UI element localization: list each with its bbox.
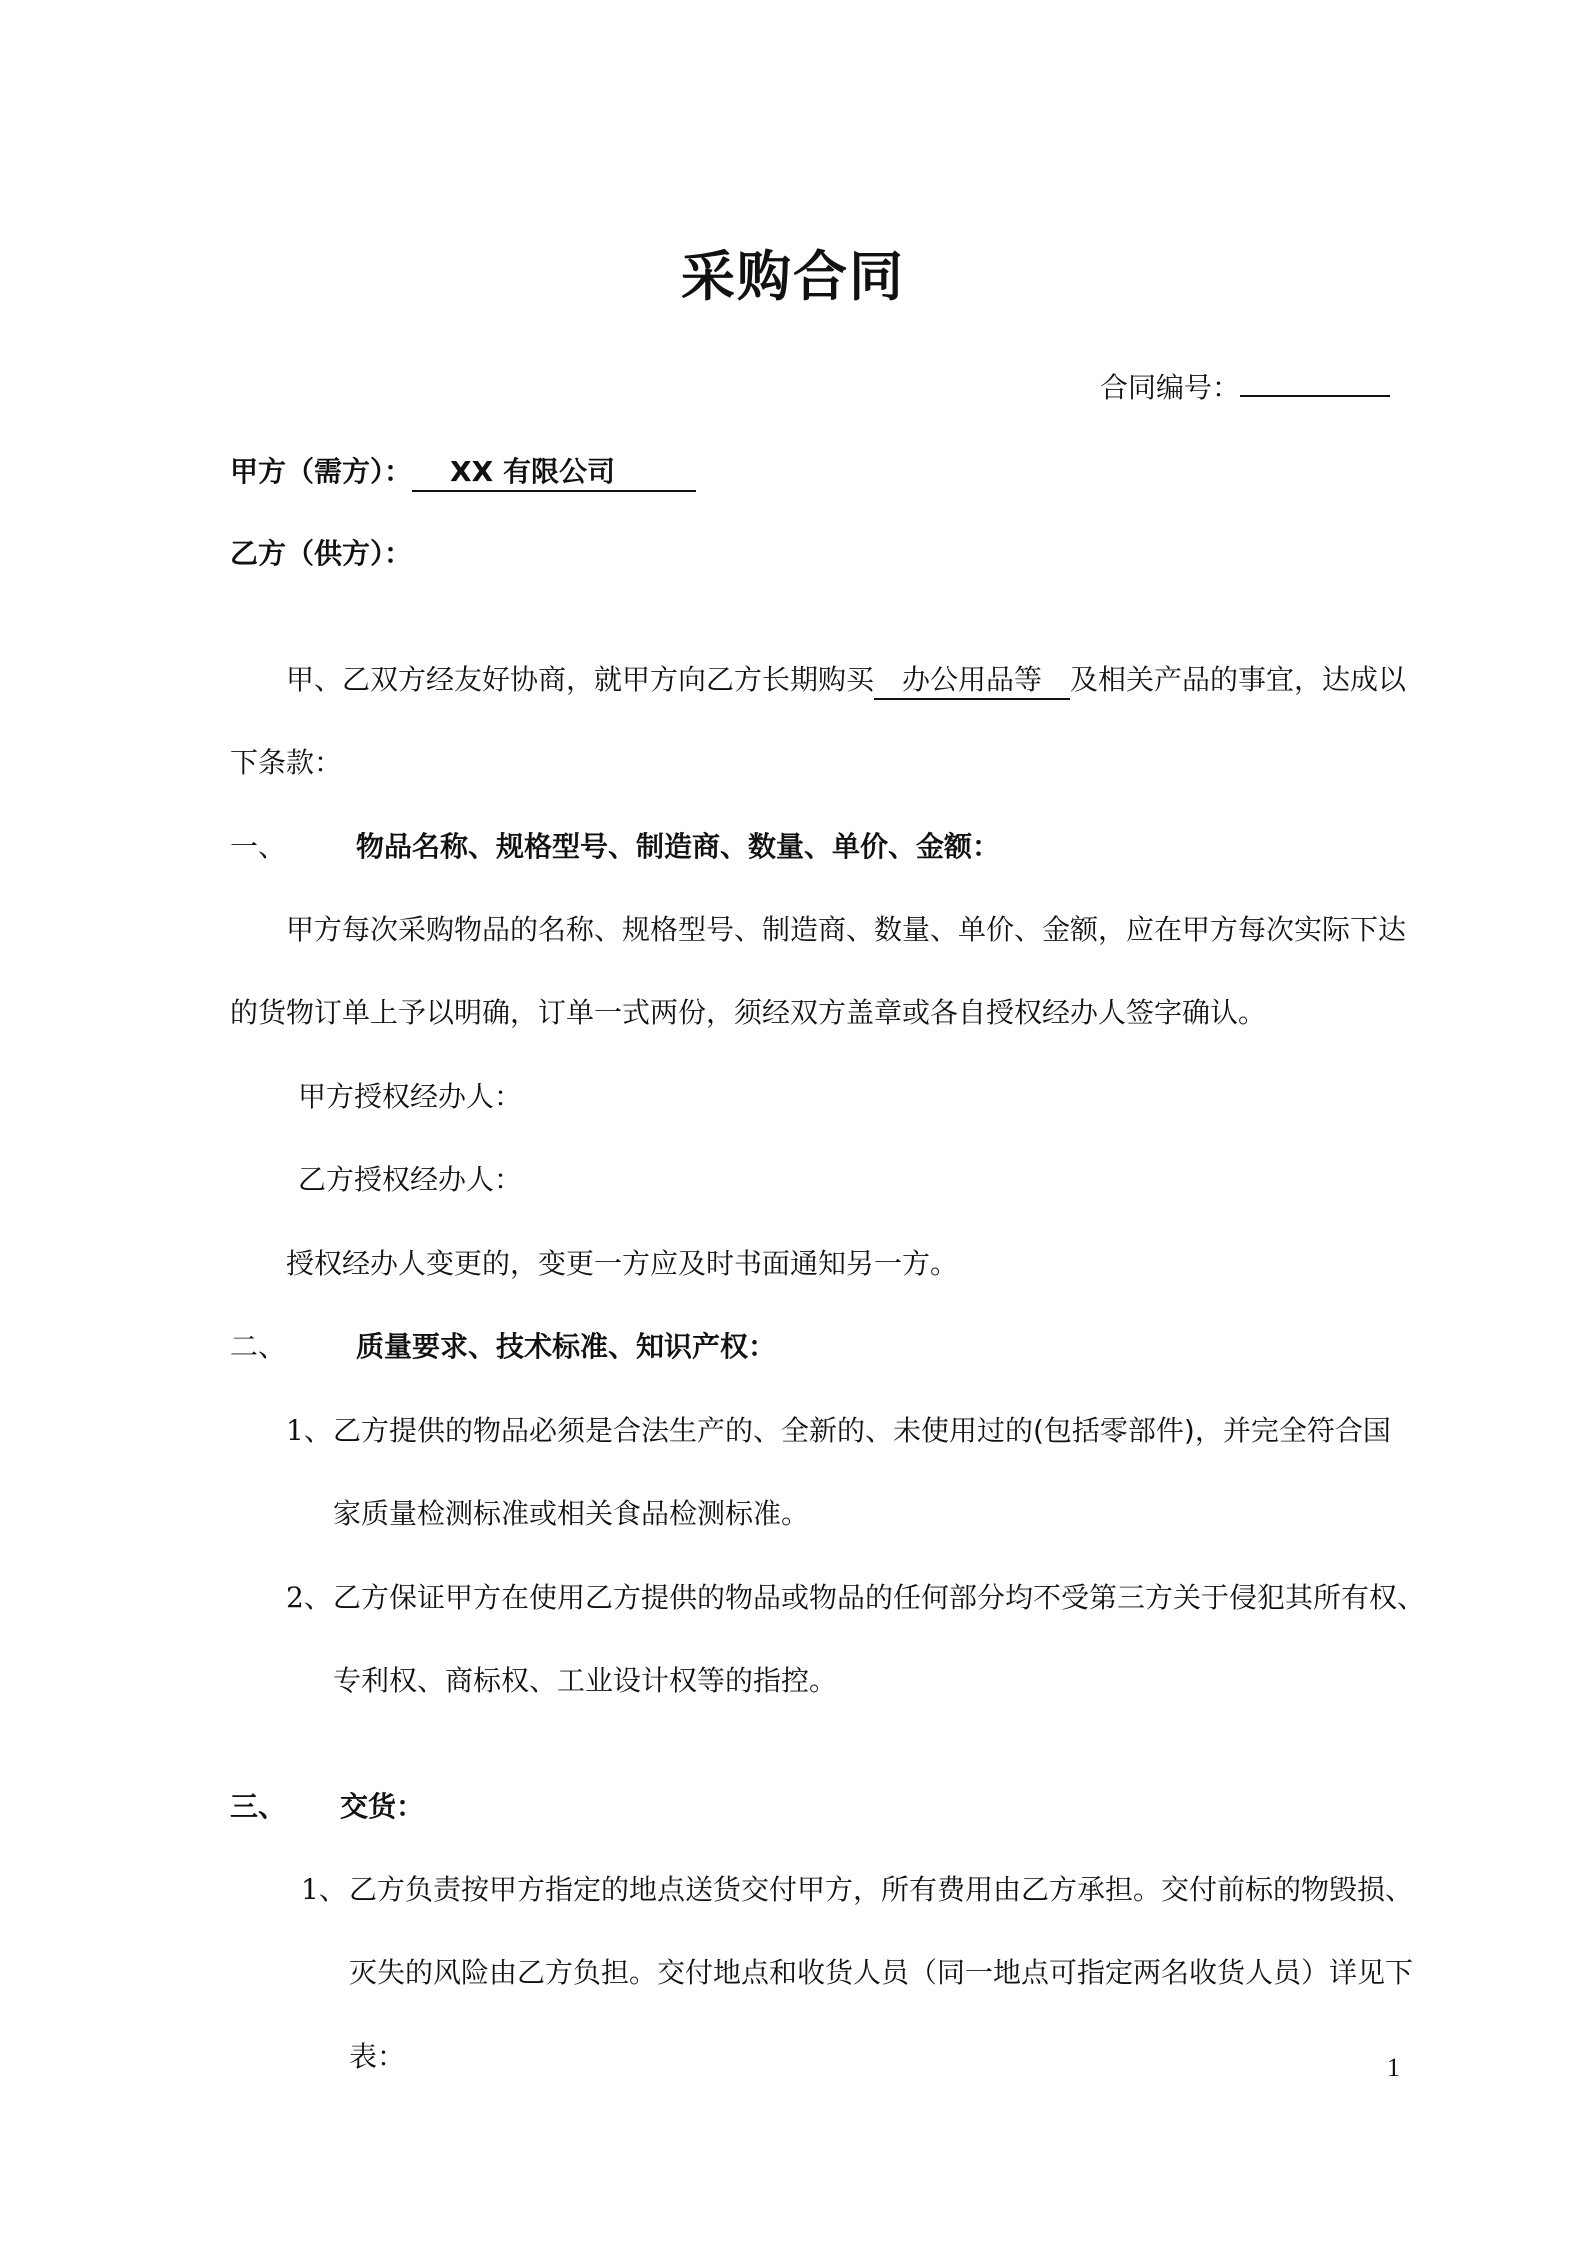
section-3-item-1-number: 1、 [301,1873,347,1906]
contract-number-blank [1240,395,1390,397]
section-2-item-1-number: 1、 [286,1414,332,1447]
section-3-item-1-line-1: 乙方负责按甲方指定的地点送货交付甲方，所有费用由乙方承担。交付前标的物毁损、 [349,1873,1414,1906]
intro-part2: 及相关产品的事宜，达成以 [1070,663,1407,696]
section-1-para-line-1: 甲方每次采购物品的名称、规格型号、制造商、数量、单价、金额，应在甲方每次实际下达 [286,913,1407,946]
section-2-number: 二、 [230,1330,287,1363]
section-3-heading: 交货： [340,1790,425,1823]
intro-line-2: 下条款： [230,746,343,779]
section-2-item-1-line-2: 家质量检测标准或相关食品检测标准。 [333,1497,810,1530]
section-3-number: 三、 [230,1790,287,1823]
section-3-item-1-line-3: 表： [349,2040,406,2073]
party-a-row [230,452,696,492]
section-2-item-2-line-2: 专利权、商标权、工业设计权等的指控。 [333,1664,838,1697]
contract-number-row [1100,368,1390,408]
intro-line-1 [286,660,1406,700]
party-b-agent-label: 乙方授权经办人： [298,1163,523,1196]
section-1-para-line-2: 的货物订单上予以明确，订单一式两份，须经双方盖章或各自授权经办人签字确认。 [230,996,1267,1029]
contract-number-label: 合同编号： [1100,371,1241,404]
party-a-value: XX 有限公司 [412,454,696,492]
intro-part1: 甲、乙双方经友好协商，就甲方向乙方长期购买 [286,663,875,696]
page-number: 1 [1387,2053,1400,2082]
agent-change-clause: 授权经办人变更的，变更一方应及时书面通知另一方。 [286,1247,959,1280]
document-title: 采购合同 [681,245,905,308]
section-2-item-1-line-1: 乙方提供的物品必须是合法生产的、全新的、未使用过的(包括零部件)，并完全符合国 [333,1414,1391,1447]
section-2-item-2-line-1: 乙方保证甲方在使用乙方提供的物品或物品的任何部分均不受第三方关于侵犯其所有权、 [333,1581,1426,1614]
section-2-heading: 质量要求、技术标准、知识产权： [356,1330,777,1363]
section-3-item-1-line-2: 灭失的风险由乙方负担。交付地点和收货人员（同一地点可指定两名收货人员）详见下 [349,1956,1414,1989]
party-b-label: 乙方（供方）： [230,537,413,570]
intro-goods: 办公用品等 [874,662,1070,700]
party-a-agent-label: 甲方授权经办人： [298,1080,523,1113]
section-1-heading: 物品名称、规格型号、制造商、数量、单价、金额： [356,830,1001,863]
section-2-item-2-number: 2、 [286,1581,332,1614]
party-a-label: 甲方（需方）： [230,455,413,488]
section-1-number: 一、 [230,830,287,863]
